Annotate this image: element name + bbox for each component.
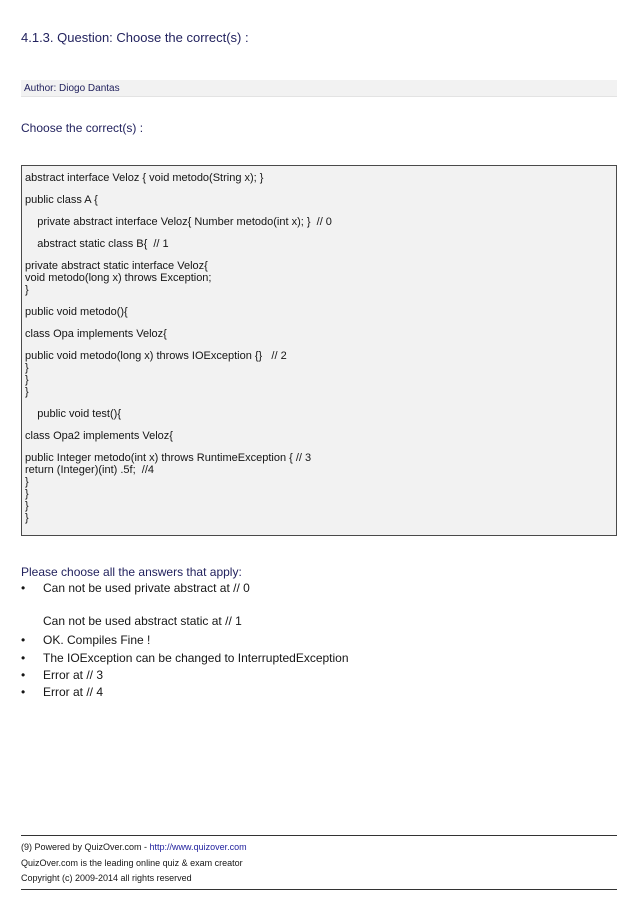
bullet-icon: • — [21, 633, 26, 647]
code-line: void metodo(long x) throws Exception; — [25, 272, 212, 284]
code-line: abstract interface Veloz { void metodo(String x); } — [25, 172, 264, 184]
code-block — [21, 165, 617, 536]
code-line: class Opa2 implements Veloz{ — [25, 430, 173, 442]
bullet-icon: • — [21, 651, 26, 665]
code-line: private abstract static interface Veloz{ — [25, 260, 208, 272]
footer-copyright: Copyright (c) 2009-2014 all rights reserved — [21, 873, 192, 883]
code-line: public Integer metodo(int x) throws RuntimeException { // 3 — [25, 452, 312, 464]
code-line: public void metodo(long x) throws IOException {} // 2 — [25, 350, 287, 362]
bullet-icon: • — [21, 668, 26, 682]
code-line: private abstract interface Veloz{ Number metodo(int x); } // 0 — [25, 216, 332, 228]
code-line: } — [25, 488, 29, 500]
author-bar — [21, 80, 617, 97]
question-intro: Choose the correct(s) : — [21, 121, 144, 135]
code-line: } — [25, 362, 29, 374]
footer-divider-bottom — [21, 889, 617, 890]
code-line: } — [25, 386, 29, 398]
code-line: abstract static class B{ // 1 — [25, 238, 169, 250]
footer-powered-text: (9) Powered by QuizOver.com - — [21, 842, 150, 852]
answer-text: OK. Compiles Fine ! — [43, 633, 151, 647]
footer-divider-top — [21, 835, 617, 836]
author-label: Author: Diogo Dantas — [24, 83, 120, 94]
quizover-link[interactable]: http://www.quizover.com — [149, 842, 247, 852]
code-line: public void test(){ — [25, 408, 121, 420]
code-line: return (Integer)(int) .5f; //4 — [25, 464, 154, 476]
code-line: class Opa implements Veloz{ — [25, 328, 167, 340]
code-line: } — [25, 512, 29, 524]
code-line: } — [25, 284, 29, 296]
code-line: public class A { — [25, 194, 98, 206]
bullet-icon: • — [21, 685, 26, 699]
answer-text: Can not be used private abstract at // 0 — [43, 581, 250, 595]
code-line: public void metodo(){ — [25, 306, 128, 318]
answer-text: The IOException can be changed to InterruptedException — [43, 651, 349, 665]
code-line: } — [25, 374, 29, 386]
code-line: } — [25, 476, 29, 488]
footer-powered — [21, 842, 247, 852]
answer-text: Error at // 4 — [43, 685, 104, 699]
footer-tagline: QuizOver.com is the leading online quiz & exam creator — [21, 858, 243, 868]
bullet-icon: • — [21, 581, 26, 595]
answer-text: Can not be used abstract static at // 1 — [43, 614, 242, 628]
code-line: } — [25, 500, 29, 512]
answer-text: Error at // 3 — [43, 668, 104, 682]
answers-prompt: Please choose all the answers that apply: — [21, 565, 242, 579]
question-heading: 4.1.3. Question: Choose the correct(s) : — [21, 30, 249, 45]
